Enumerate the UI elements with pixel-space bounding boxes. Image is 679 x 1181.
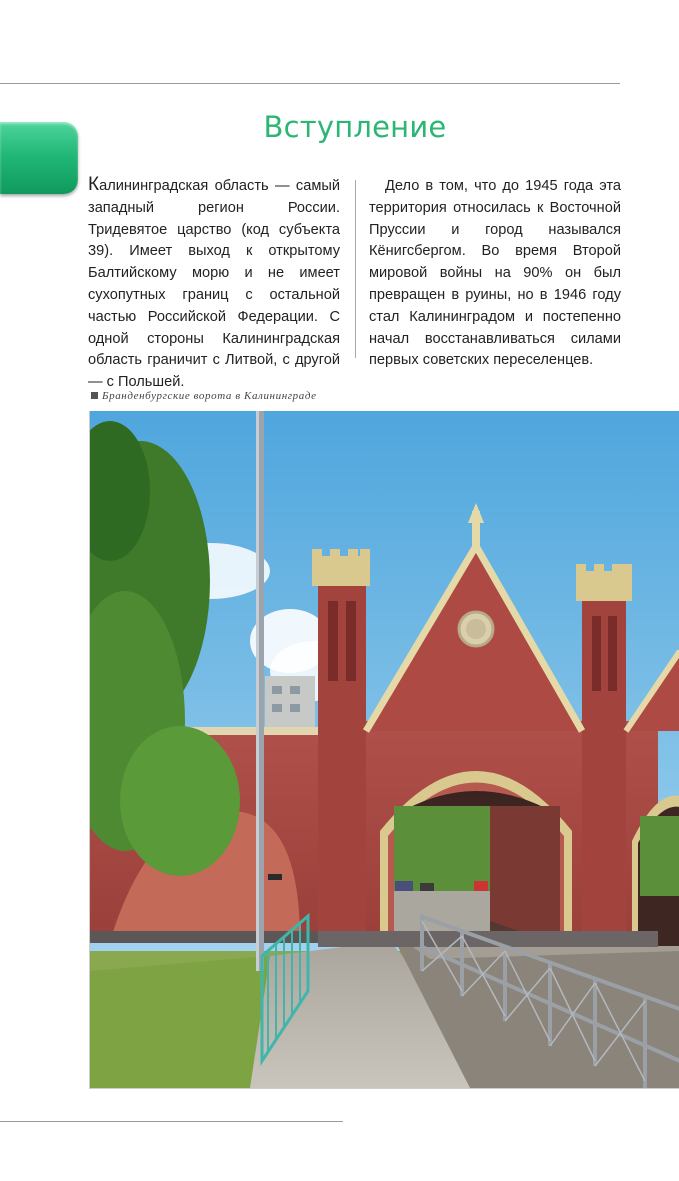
intro-column-right xyxy=(369,176,621,372)
intro-column-left xyxy=(88,176,340,394)
intro-text-left: алининградская область — самый западный регион России. Тридевятое царство (код субъекта 39). Имеет выход к открытому Балтийскому морю и не имеет сухопутных границ с остальной частью Российской Федерации. С одной стороны Калининградская область граничит с Литвой, с другой — с Польшей. xyxy=(88,178,340,391)
intro-text-right: Дело в том, что до 1945 года эта территория относилась к Восточной Пруссии и город назывался Кёнигсбергом. Во время Второй мировой войны на 90% он был превращен в руины, но в 1946 году стал Калининградом и постепенно начал восстанавливаться силами первых советских переселенцев. xyxy=(369,178,621,369)
caption-square-icon xyxy=(91,392,98,399)
chapter-tab-marker xyxy=(0,122,78,194)
brandenburg-gate-photo xyxy=(89,411,679,1089)
top-rule xyxy=(0,83,620,84)
column-divider xyxy=(355,180,356,358)
photo-caption xyxy=(91,390,317,402)
photo-caption-text: Бранденбургские ворота в Калининграде xyxy=(102,390,317,402)
drop-cap: К xyxy=(88,174,100,195)
section-title: Вступление xyxy=(263,110,447,144)
bottom-rule xyxy=(0,1121,343,1122)
